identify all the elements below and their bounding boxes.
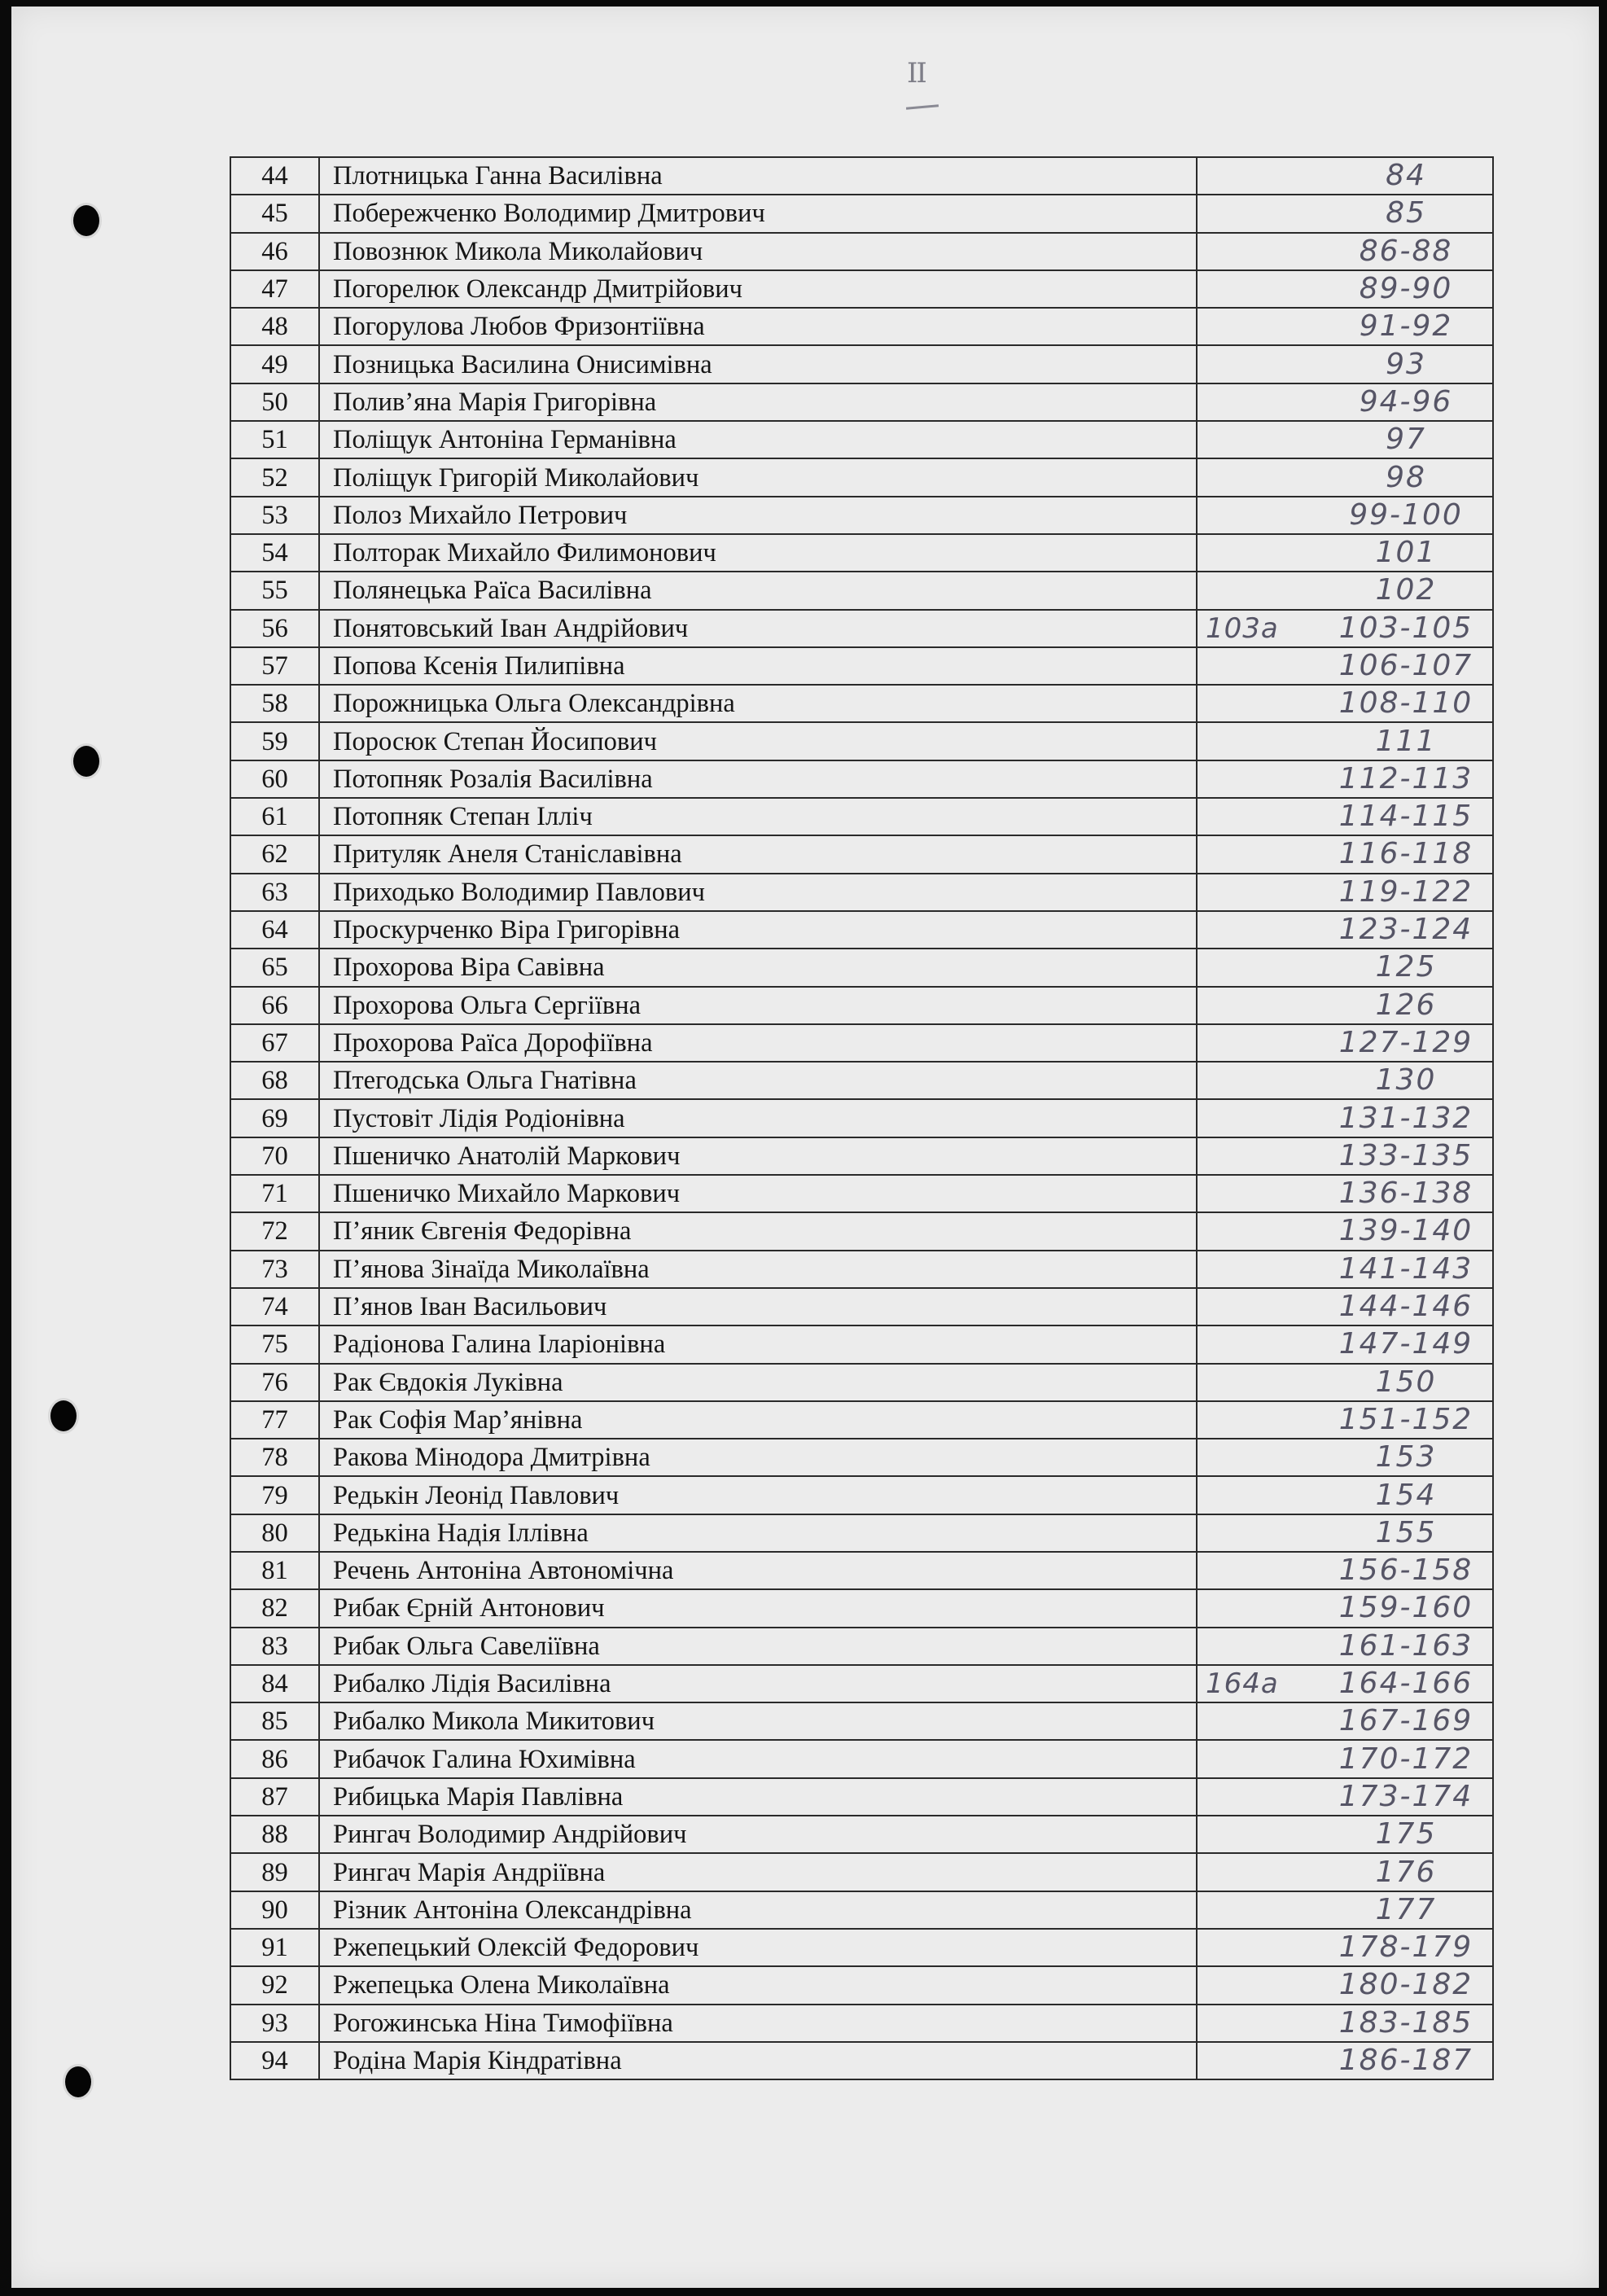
row-number-cell: 68 — [230, 1062, 319, 1099]
table-row — [230, 421, 1493, 458]
table-row — [230, 760, 1493, 798]
row-number-cell: 44 — [230, 157, 319, 195]
page-range-cell — [1197, 308, 1493, 345]
table-row — [230, 458, 1493, 496]
row-number-cell: 46 — [230, 233, 319, 270]
page-range-text: 102 — [1375, 573, 1437, 607]
page-range-cell — [1197, 911, 1493, 949]
table-row — [230, 1288, 1493, 1325]
page-range-text: 84 — [1386, 159, 1426, 193]
page-range-text: 183-185 — [1338, 2005, 1473, 2040]
row-number-cell: 54 — [230, 534, 319, 572]
table-row — [230, 1175, 1493, 1212]
page-range-cell — [1197, 647, 1493, 685]
page-range-text: 126 — [1375, 988, 1437, 1022]
row-number-cell: 86 — [230, 1740, 319, 1777]
page-range-cell — [1197, 195, 1493, 232]
page-range-cell — [1197, 835, 1493, 873]
table-row — [230, 987, 1493, 1024]
page-range-text: 175 — [1375, 1817, 1437, 1851]
page-range-cell — [1197, 1212, 1493, 1250]
page-range-text: 176 — [1375, 1855, 1437, 1889]
person-name-cell: Потопняк Степан Ілліч — [319, 798, 1197, 835]
page-range-text: 156-158 — [1338, 1553, 1473, 1588]
page-range-cell — [1197, 1062, 1493, 1099]
person-name-cell: Ржепецький Олексій Федорович — [319, 1929, 1197, 1966]
table-row — [230, 383, 1493, 421]
punch-hole — [65, 2066, 91, 2097]
table-row — [230, 2042, 1493, 2079]
page-range-text: 106-107 — [1338, 649, 1473, 682]
page-range-cell — [1197, 1929, 1493, 1966]
table-row — [230, 2005, 1493, 2042]
person-name-cell: Проскурченко Віра Григорівна — [319, 911, 1197, 949]
person-name-cell: Рибалко Микола Микитович — [319, 1702, 1197, 1740]
page-range-cell — [1197, 987, 1493, 1024]
row-number-cell: 53 — [230, 497, 319, 534]
page-range-text: 133-135 — [1338, 1138, 1473, 1172]
page-range-cell — [1197, 1891, 1493, 1929]
person-name-cell: Рак Євдокія Луківна — [319, 1364, 1197, 1401]
row-number-cell: 77 — [230, 1401, 319, 1439]
person-name-cell: Різник Антоніна Олександрівна — [319, 1891, 1197, 1929]
row-number-cell: 64 — [230, 911, 319, 949]
person-name-cell: Ржепецька Олена Миколаївна — [319, 1966, 1197, 2004]
table-row — [230, 497, 1493, 534]
row-number-cell: 70 — [230, 1137, 319, 1175]
row-number-cell: 47 — [230, 270, 319, 308]
table-row — [230, 1212, 1493, 1250]
row-number-cell: 61 — [230, 798, 319, 835]
row-number-cell: 71 — [230, 1175, 319, 1212]
page-margin-note: 103а — [1206, 611, 1279, 645]
page-range-cell — [1197, 345, 1493, 383]
person-name-cell: Прохорова Віра Савівна — [319, 949, 1197, 986]
table-row — [230, 1476, 1493, 1514]
table-row — [230, 345, 1493, 383]
table-row — [230, 1137, 1493, 1175]
page-range-cell — [1197, 949, 1493, 986]
table-row — [230, 610, 1493, 647]
page-range-text: 127-129 — [1338, 1025, 1473, 1059]
table-row — [230, 1966, 1493, 2004]
person-name-cell: Родіна Марія Кіндратівна — [319, 2042, 1197, 2079]
page-range-text: 86-88 — [1359, 234, 1453, 268]
person-name-cell: Позницька Василина Онисимівна — [319, 345, 1197, 383]
page-range-text: 99-100 — [1349, 497, 1463, 532]
page-margin-note: 164а — [1206, 1667, 1279, 1700]
page-range-cell — [1197, 2005, 1493, 2042]
page-range-cell — [1197, 1439, 1493, 1476]
row-number-cell: 60 — [230, 760, 319, 798]
page-range-cell — [1197, 421, 1493, 458]
page-range-text: 164-166 — [1338, 1667, 1473, 1701]
table-row — [230, 195, 1493, 232]
page-range-text: 186-187 — [1338, 2043, 1473, 2077]
page-range-text: 167-169 — [1338, 1704, 1473, 1738]
page-range-cell — [1197, 1552, 1493, 1589]
row-number-cell: 63 — [230, 874, 319, 911]
table-row — [230, 233, 1493, 270]
page-range-text: 136-138 — [1338, 1176, 1473, 1211]
table-row — [230, 1251, 1493, 1288]
person-name-cell: Понятовський Іван Андрійович — [319, 610, 1197, 647]
page-range-cell — [1197, 798, 1493, 835]
row-number-cell: 88 — [230, 1816, 319, 1853]
page-range-text: 112-113 — [1338, 761, 1473, 795]
table-row — [230, 1439, 1493, 1476]
page-range-text: 139-140 — [1338, 1214, 1473, 1248]
table-row — [230, 1062, 1493, 1099]
row-number-cell: 89 — [230, 1853, 319, 1891]
person-name-cell: П’янов Іван Васильович — [319, 1288, 1197, 1325]
page-range-cell — [1197, 685, 1493, 722]
page-range-cell — [1197, 1628, 1493, 1665]
row-number-cell: 69 — [230, 1099, 319, 1137]
person-name-cell: Пшеничко Анатолій Маркович — [319, 1137, 1197, 1175]
person-name-cell: Рингач Марія Андріївна — [319, 1853, 1197, 1891]
row-number-cell: 65 — [230, 949, 319, 986]
person-name-cell: Редькіна Надія Іллівна — [319, 1514, 1197, 1552]
person-name-cell: Пшеничко Михайло Маркович — [319, 1175, 1197, 1212]
person-name-cell: Рак Софія Мар’янівна — [319, 1401, 1197, 1439]
page-range-text: 130 — [1375, 1063, 1437, 1098]
table-row — [230, 1891, 1493, 1929]
person-name-cell: Птегодська Ольга Гнатівна — [319, 1062, 1197, 1099]
page-range-text: 103-105 — [1338, 611, 1473, 645]
page-range-cell — [1197, 1853, 1493, 1891]
row-number-cell: 79 — [230, 1476, 319, 1514]
table-row — [230, 647, 1493, 685]
page-range-text: 150 — [1375, 1365, 1437, 1399]
person-name-cell: Рингач Володимир Андрійович — [319, 1816, 1197, 1853]
page-range-text: 114-115 — [1338, 800, 1473, 834]
page-range-text: 154 — [1375, 1478, 1437, 1512]
page-range-cell — [1197, 610, 1493, 647]
page-range-text: 111 — [1375, 724, 1437, 758]
page-range-text: 85 — [1386, 196, 1426, 230]
page-range-text: 101 — [1375, 536, 1437, 570]
punch-hole — [73, 205, 99, 236]
table-row — [230, 534, 1493, 572]
page-range-cell — [1197, 1175, 1493, 1212]
person-name-cell: Попова Ксенія Пилипівна — [319, 647, 1197, 685]
table-row — [230, 1702, 1493, 1740]
person-name-cell: Поросюк Степан Йосипович — [319, 722, 1197, 760]
table-row — [230, 1816, 1493, 1853]
person-name-cell: Рибак Єрній Антонович — [319, 1589, 1197, 1627]
page-range-cell — [1197, 1476, 1493, 1514]
table-row — [230, 1778, 1493, 1816]
person-name-cell: Полоз Михайло Петрович — [319, 497, 1197, 534]
sheet-number-underline — [906, 104, 939, 109]
table-row — [230, 308, 1493, 345]
row-number-cell: 83 — [230, 1628, 319, 1665]
person-name-cell: Прохорова Ольга Сергіївна — [319, 987, 1197, 1024]
row-number-cell: 49 — [230, 345, 319, 383]
page-range-text: 147-149 — [1338, 1327, 1473, 1361]
row-number-cell: 74 — [230, 1288, 319, 1325]
page-range-cell — [1197, 1024, 1493, 1062]
person-name-cell: Порожницька Ольга Олександрівна — [319, 685, 1197, 722]
table-row — [230, 157, 1493, 195]
page-range-cell — [1197, 1099, 1493, 1137]
person-name-cell: Потопняк Розалія Василівна — [319, 760, 1197, 798]
row-number-cell: 59 — [230, 722, 319, 760]
row-number-cell: 73 — [230, 1251, 319, 1288]
records-table-body — [230, 157, 1493, 2079]
person-name-cell: Рибак Ольга Савеліївна — [319, 1628, 1197, 1665]
page-range-text: 108-110 — [1338, 686, 1473, 721]
person-name-cell: Рибицька Марія Павлівна — [319, 1778, 1197, 1816]
table-row — [230, 1325, 1493, 1363]
page-range-cell — [1197, 497, 1493, 534]
table-row — [230, 1024, 1493, 1062]
page-range-text: 125 — [1375, 950, 1437, 984]
page-range-cell — [1197, 1702, 1493, 1740]
person-name-cell: Рибалко Лідія Василівна — [319, 1665, 1197, 1702]
page-range-text: 159-160 — [1338, 1591, 1473, 1625]
person-name-cell: Побережченко Володимир Дмитрович — [319, 195, 1197, 232]
person-name-cell: П’янова Зінаїда Миколаївна — [319, 1251, 1197, 1288]
page-range-text: 141-143 — [1338, 1251, 1473, 1286]
page-range-text: 94-96 — [1359, 384, 1453, 418]
page-range-text: 155 — [1375, 1515, 1437, 1549]
row-number-cell: 82 — [230, 1589, 319, 1627]
person-name-cell: Поліщук Григорій Миколайович — [319, 458, 1197, 496]
table-row — [230, 1665, 1493, 1702]
row-number-cell: 93 — [230, 2005, 319, 2042]
table-row — [230, 572, 1493, 609]
row-number-cell: 91 — [230, 1929, 319, 1966]
person-name-cell: Редькін Леонід Павлович — [319, 1476, 1197, 1514]
person-name-cell: Притуляк Анеля Станіславівна — [319, 835, 1197, 873]
page-range-text: 177 — [1375, 1892, 1437, 1926]
page-range-cell — [1197, 270, 1493, 308]
page-range-text: 151-152 — [1338, 1402, 1473, 1436]
table-row — [230, 1740, 1493, 1777]
page-range-text: 119-122 — [1338, 874, 1473, 909]
page-range-text: 91-92 — [1359, 309, 1453, 344]
page-range-text: 89-90 — [1359, 272, 1453, 306]
page-range-cell — [1197, 1778, 1493, 1816]
page-range-cell — [1197, 157, 1493, 195]
page-range-text: 123-124 — [1338, 913, 1473, 947]
table-row — [230, 911, 1493, 949]
table-row — [230, 1099, 1493, 1137]
person-name-cell: Речень Антоніна Автономічна — [319, 1552, 1197, 1589]
row-number-cell: 80 — [230, 1514, 319, 1552]
table-row — [230, 270, 1493, 308]
person-name-cell: Прохорова Раїса Дорофіївна — [319, 1024, 1197, 1062]
row-number-cell: 84 — [230, 1665, 319, 1702]
person-name-cell: П’яник Євгенія Федорівна — [319, 1212, 1197, 1250]
page-range-cell — [1197, 1288, 1493, 1325]
table-row — [230, 1929, 1493, 1966]
row-number-cell: 52 — [230, 458, 319, 496]
person-name-cell: Рибачок Галина Юхимівна — [319, 1740, 1197, 1777]
page-range-text: 131-132 — [1338, 1101, 1473, 1135]
row-number-cell: 57 — [230, 647, 319, 685]
row-number-cell: 90 — [230, 1891, 319, 1929]
row-number-cell: 72 — [230, 1212, 319, 1250]
person-name-cell: Полив’яна Марія Григорівна — [319, 383, 1197, 421]
table-row — [230, 874, 1493, 911]
page-range-cell — [1197, 572, 1493, 609]
page-range-cell — [1197, 722, 1493, 760]
page-range-cell — [1197, 1966, 1493, 2004]
row-number-cell: 87 — [230, 1778, 319, 1816]
table-row — [230, 1514, 1493, 1552]
table-row — [230, 1364, 1493, 1401]
row-number-cell: 50 — [230, 383, 319, 421]
table-row — [230, 949, 1493, 986]
page-range-cell — [1197, 1364, 1493, 1401]
page-range-cell — [1197, 2042, 1493, 2079]
row-number-cell: 56 — [230, 610, 319, 647]
table-row — [230, 1401, 1493, 1439]
page-range-text: 98 — [1386, 460, 1426, 494]
person-name-cell: Приходько Володимир Павлович — [319, 874, 1197, 911]
person-name-cell: Плотницька Ганна Василівна — [319, 157, 1197, 195]
records-table — [230, 156, 1494, 2080]
person-name-cell: Радіонова Галина Іларіонівна — [319, 1325, 1197, 1363]
page-range-cell — [1197, 1325, 1493, 1363]
table-row — [230, 798, 1493, 835]
person-name-cell: Поліщук Антоніна Германівна — [319, 421, 1197, 458]
table-row — [230, 1628, 1493, 1665]
page-range-text: 97 — [1386, 423, 1426, 457]
page-range-text: 173-174 — [1338, 1779, 1473, 1813]
row-number-cell: 48 — [230, 308, 319, 345]
person-name-cell: Повознюк Микола Миколайович — [319, 233, 1197, 270]
row-number-cell: 62 — [230, 835, 319, 873]
row-number-cell: 76 — [230, 1364, 319, 1401]
row-number-cell: 58 — [230, 685, 319, 722]
page-range-text: 161-163 — [1338, 1628, 1473, 1663]
person-name-cell: Пустовіт Лідія Родіонівна — [319, 1099, 1197, 1137]
row-number-cell: 66 — [230, 987, 319, 1024]
page-range-cell — [1197, 1665, 1493, 1702]
row-number-cell: 55 — [230, 572, 319, 609]
table-row — [230, 1853, 1493, 1891]
page-range-cell — [1197, 1401, 1493, 1439]
person-name-cell: Полторак Михайло Филимонович — [319, 534, 1197, 572]
row-number-cell: 51 — [230, 421, 319, 458]
page-range-cell — [1197, 1137, 1493, 1175]
page-range-cell — [1197, 534, 1493, 572]
page-range-text: 93 — [1386, 347, 1426, 381]
row-number-cell: 67 — [230, 1024, 319, 1062]
page-range-text: 144-146 — [1338, 1290, 1473, 1324]
table-row — [230, 835, 1493, 873]
table-row — [230, 1552, 1493, 1589]
punch-hole — [50, 1400, 77, 1431]
page-range-text: 116-118 — [1338, 837, 1473, 871]
page-range-cell — [1197, 1514, 1493, 1552]
person-name-cell: Рогожинська Ніна Тимофіївна — [319, 2005, 1197, 2042]
row-number-cell: 75 — [230, 1325, 319, 1363]
table-row — [230, 1589, 1493, 1627]
row-number-cell: 81 — [230, 1552, 319, 1589]
table-row — [230, 685, 1493, 722]
page-range-cell — [1197, 1589, 1493, 1627]
page-range-cell — [1197, 458, 1493, 496]
person-name-cell: Ракова Мінодора Дмитрівна — [319, 1439, 1197, 1476]
table-row — [230, 722, 1493, 760]
page-range-cell — [1197, 383, 1493, 421]
page-range-cell — [1197, 1740, 1493, 1777]
row-number-cell: 78 — [230, 1439, 319, 1476]
person-name-cell: Погорелюк Олександр Дмитрійович — [319, 270, 1197, 308]
page-range-text: 153 — [1375, 1440, 1437, 1474]
person-name-cell: Погорулова Любов Фризонтіївна — [319, 308, 1197, 345]
page-range-text: 178-179 — [1338, 1930, 1473, 1965]
page-range-cell — [1197, 233, 1493, 270]
row-number-cell: 45 — [230, 195, 319, 232]
sheet-number: II — [907, 57, 926, 90]
person-name-cell: Полянецька Раїса Василівна — [319, 572, 1197, 609]
page-range-cell — [1197, 1251, 1493, 1288]
page-range-cell — [1197, 760, 1493, 798]
page-range-text: 180-182 — [1338, 1968, 1473, 2002]
page-range-text: 170-172 — [1338, 1742, 1473, 1776]
page-range-cell — [1197, 1816, 1493, 1853]
page-range-cell — [1197, 874, 1493, 911]
row-number-cell: 92 — [230, 1966, 319, 2004]
punch-hole — [73, 746, 99, 777]
row-number-cell: 85 — [230, 1702, 319, 1740]
row-number-cell: 94 — [230, 2042, 319, 2079]
